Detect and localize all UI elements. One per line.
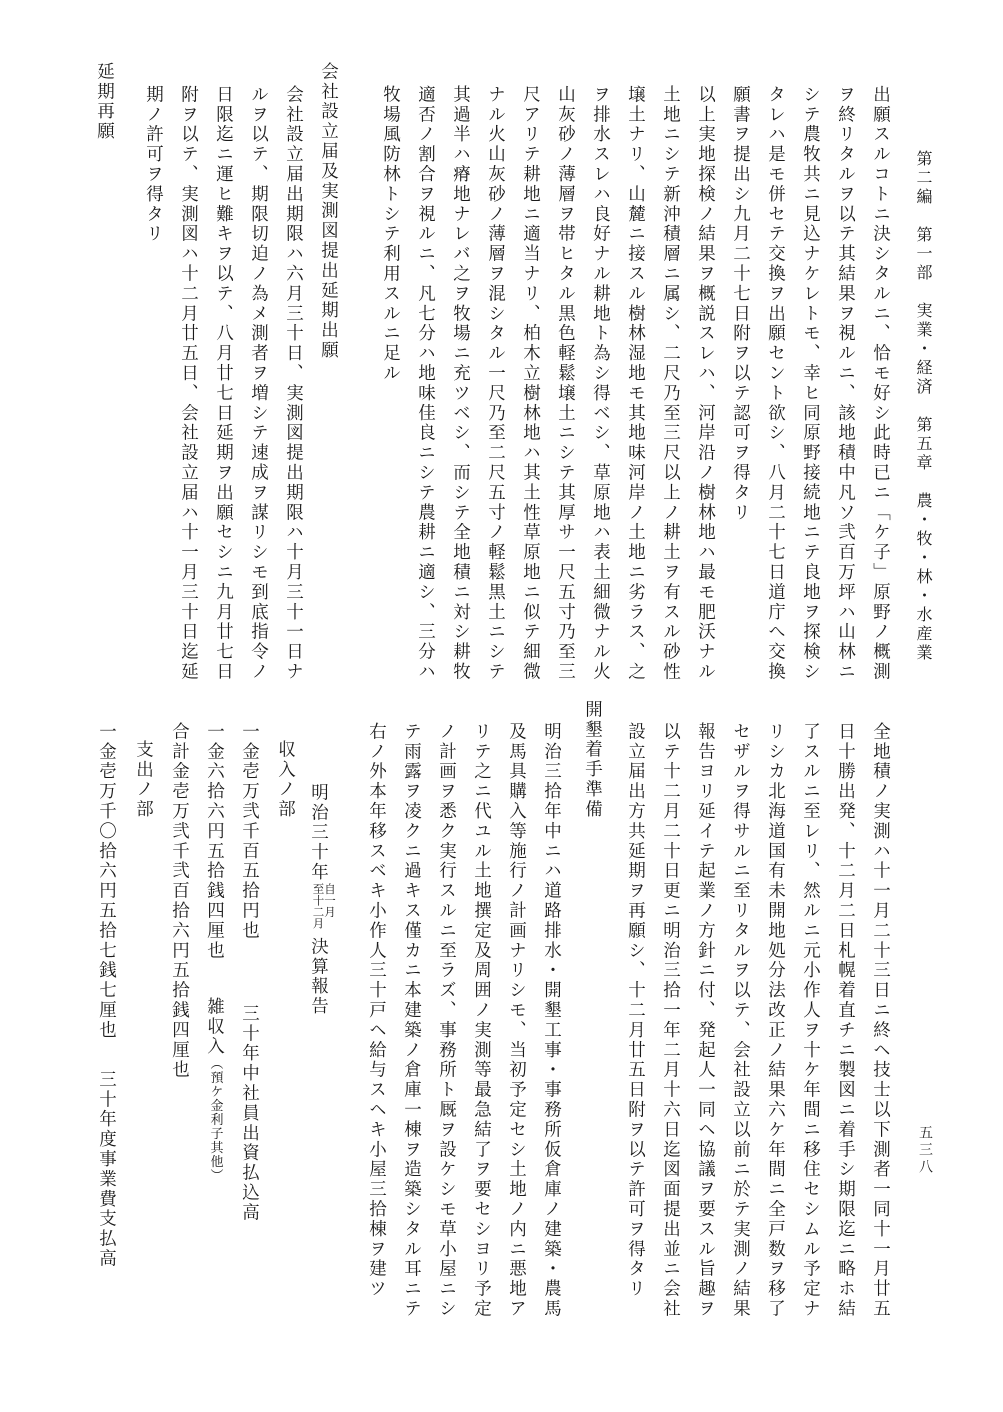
- running-header: 第二編 第一部 実業・経済 第五章 農・牧・林・水産業: [914, 150, 933, 663]
- text-line: リテ之ニ代ユル土地撰定及周囲ノ実測等最急結了ヲ要セシヨリ予定: [471, 722, 492, 1319]
- text-line: 会社設立届出期限ハ六月三十日、実測図提出期限ハ十月三十一日ナ: [283, 85, 304, 682]
- income-heading: 収入ノ部: [275, 740, 296, 820]
- income-item-note-detail: （預ケ金利子其他）: [207, 1056, 223, 1183]
- text-line: 期ノ許可ヲ得タリ: [143, 85, 164, 245]
- text-line: 尺アリテ耕地ニ適当ナリ、柏木立樹林地ハ其土性草原地ニ似テ細微: [520, 85, 541, 682]
- report-title-year: 明治三十年: [308, 783, 329, 883]
- report-title: [309, 783, 335, 1016]
- text-line: 全地積ノ実測ハ十一月二十三日ニ終ヘ技士以下測者一同十一月廿五: [870, 722, 891, 1319]
- text-line: タレハ是モ併セテ交換ヲ出願セント欲シ、八月二十七日道庁へ交換: [765, 85, 786, 682]
- text-line: 報告ヨリ延イテ起業ノ方針ニ付、発起人一同ヘ協議ヲ要スル旨趣ヲ: [695, 722, 716, 1319]
- text-line: 出願スルコトニ決シタルニ、恰モ好シ此時已ニ「ケ子」原野ノ概測: [870, 85, 891, 682]
- text-line: 了スルニ至レリ、然ルニ元小作人ヲ十ケ年間ニ移住セシムル予定ナ: [800, 722, 821, 1319]
- text-line: ノ計画ヲ悉ク実行スルニ至ラズ、事務所ト厩ヲ設ケシモ草小屋ニシ: [436, 722, 457, 1319]
- text-line: 設立届出方共延期ヲ再願シ、十二月廿五日附ヲ以テ許可ヲ得タリ: [625, 722, 646, 1300]
- income-item-1: [240, 722, 258, 1223]
- text-line: 適否ノ割合ヲ視ルニ、凡七分ハ地味佳良ニシテ農耕ニ適シ、三分ハ: [415, 85, 436, 682]
- report-range-from: 自一月: [323, 882, 337, 917]
- expense-item-amount: 一金壱万千〇拾六円五拾七銭七厘也: [96, 722, 117, 1041]
- text-line: 附ヲ以テ、実測図ハ十二月廿五日、会社設立届ハ十一月三十日迄延: [178, 85, 199, 682]
- text-line: 其過半ハ瘠地ナレバ之ヲ牧場ニ充ツベシ、而シテ全地積ニ対シ耕牧: [450, 85, 471, 682]
- text-line: 山灰砂ノ薄層ヲ帯ヒタル黒色軽鬆壌土ニシテ其厚サ一尺五寸乃至三: [555, 85, 576, 682]
- text-line: 牧場風防林トシテ利用スルニ足ル: [380, 85, 401, 384]
- text-line: シテ農牧共ニ見込ナケレトモ、幸ヒ同原野接続地ニテ良地ヲ探検シ: [800, 85, 821, 682]
- income-item-amount: 一金六拾六円五拾銭四厘也: [204, 722, 225, 961]
- text-line: 明治三拾年中ニハ道路排水・開墾工事・事務所仮倉庫ノ建築・農馬: [541, 722, 562, 1319]
- text-line: 日限迄ニ運ヒ難キヲ以テ、八月廿七日延期ヲ出願セシニ九月廿七日: [213, 85, 234, 682]
- text-line: 及馬具購入等施行ノ計画ナリシモ、当初予定セシ土地ノ内ニ悪地ア: [506, 722, 527, 1319]
- text-line: 以テ十二月二十日更ニ明治三拾一年二月十六日迄図面提出並ニ会社: [660, 722, 681, 1319]
- section-heading: 延期再願: [94, 62, 115, 142]
- text-line: テ雨露ヲ凌クニ過キス僅カニ本建築ノ倉庫一棟ヲ造築シタル耳ニテ: [401, 722, 422, 1319]
- expense-item-note: 三十年度事業費支払高: [96, 1070, 117, 1270]
- section-heading: 会社設立届及実測図提出延期出願: [318, 62, 339, 361]
- text-line: 願書ヲ提出シ九月二十七日附ヲ以テ認可ヲ得タリ: [730, 85, 751, 523]
- text-line: ルヲ以テ、期限切迫ノ為メ測者ヲ増シテ速成ヲ謀リシモ到底指令ノ: [248, 85, 269, 682]
- income-item-amount: 一金壱万弐千百五拾円也: [239, 722, 260, 941]
- text-line: ヲ終リタルヲ以テ其結果ヲ視ルニ、該地積中凡ソ弐百万坪ハ山林ニ: [835, 85, 856, 682]
- page-number: 五三八: [917, 1125, 933, 1176]
- section-heading: 開墾着手準備: [582, 700, 603, 820]
- report-title-label: 決算報告: [308, 936, 329, 1017]
- income-total: 合計金壱万弐千弐百拾六円五拾銭四厘也: [169, 722, 190, 1081]
- report-range-to: 至十二月: [311, 882, 326, 929]
- text-line: ナル火山灰砂ノ薄層ヲ混シタル一尺乃至二尺五寸ノ軽鬆黒土ニシテ: [485, 85, 506, 682]
- income-item-note: 三十年中社員出資払込高: [239, 1003, 260, 1223]
- text-line: 日十勝出発、十二月二日札幌着直チニ製図ニ着手シ期限迄ニ略ホ結: [835, 722, 856, 1319]
- expense-item-1: [97, 722, 115, 1269]
- income-item-note: 雑収入: [204, 996, 225, 1057]
- text-line: 以上実地探検ノ結果ヲ概説スレハ、河岸沿ノ樹林地ハ最モ肥沃ナル: [695, 85, 716, 682]
- text-line: 壌土ナリ、山麓ニ接スル樹林湿地モ其地味河岸ノ土地ニ劣ラス、之: [625, 85, 646, 682]
- income-item-2: [205, 722, 223, 1182]
- text-line: 右ノ外本年移スベキ小作人三十戸ヘ給与スヘキ小屋三拾棟ヲ建ツ: [366, 722, 387, 1300]
- text-line: セザルヲ得サルニ至リタルヲ以テ、会社設立以前ニ於テ実測ノ結果: [730, 722, 751, 1319]
- text-line: ヲ排水スレハ良好ナル耕地ト為シ得ベシ、草原地ハ表土細微ナル火: [590, 85, 611, 682]
- text-line: 土地ニシテ新沖積層ニ属シ、二尺乃至三尺以上ノ耕土ヲ有スル砂性: [660, 85, 681, 682]
- expense-heading: 支出ノ部: [133, 740, 154, 820]
- text-line: リシカ北海道国有未開地処分法改正ノ結果六ケ年間ニ全戸数ヲ移了: [765, 722, 786, 1319]
